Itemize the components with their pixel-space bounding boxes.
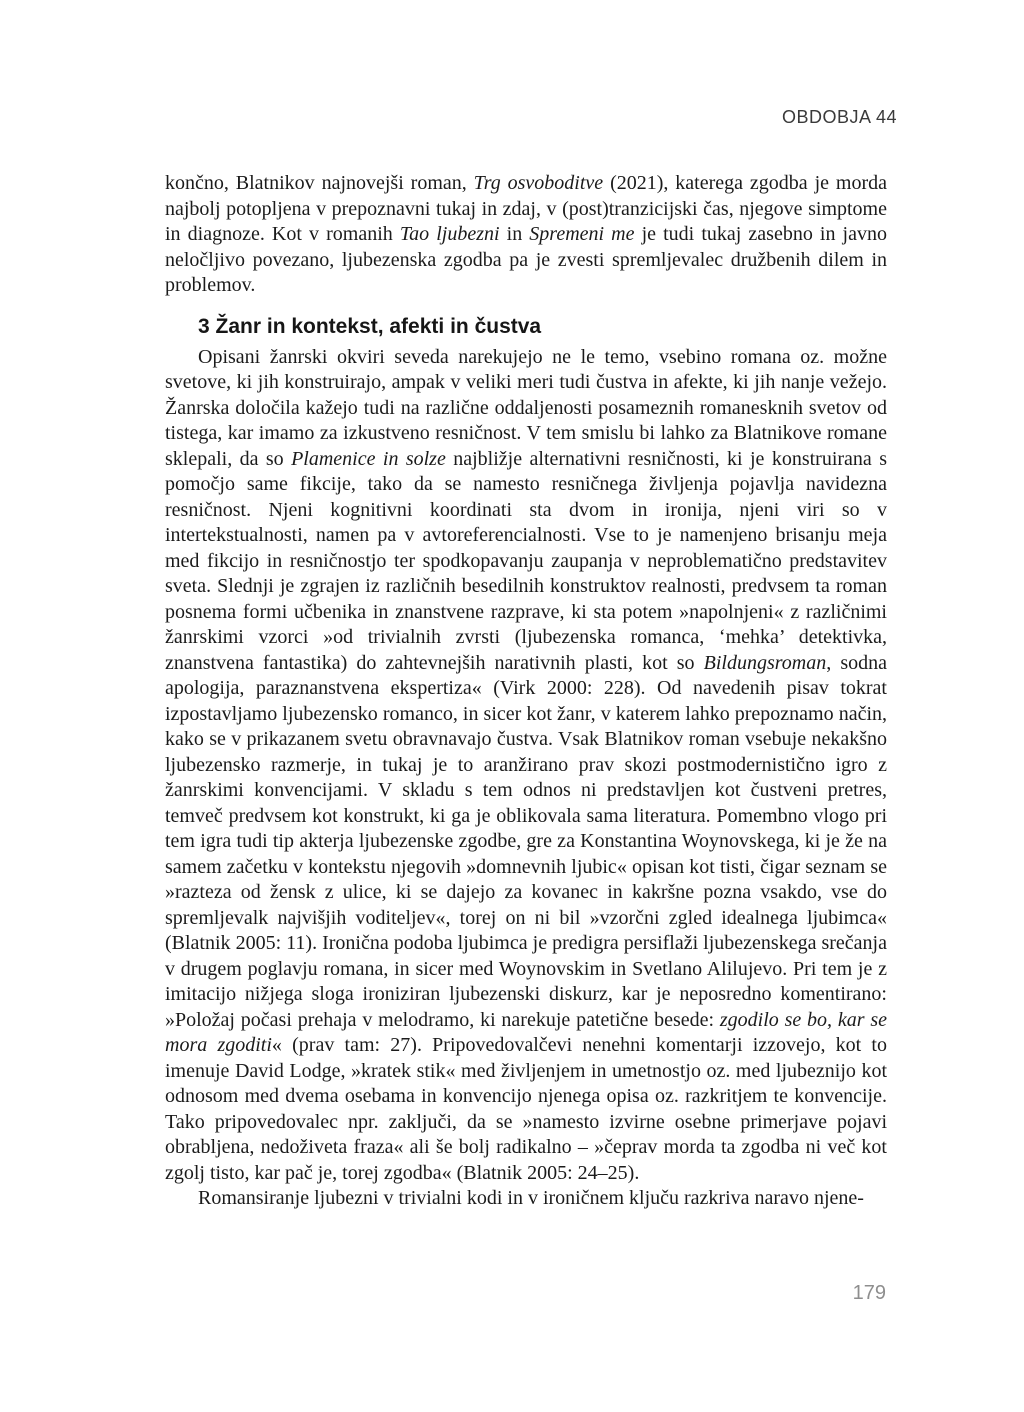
italic-run: Plamenice in solze bbox=[291, 447, 446, 470]
paragraph bbox=[165, 345, 887, 1187]
text-run: najbližje alternativni resničnosti, ki je konstruirana s pomočjo same fikcije, tako da se namesto resničnega življenja pojavlja navidezna resničnost. Njeni kognitivni koordinati sta dvom in ironija, njeni viri so v intertekstualnosti, namen pa v avtoreferencialnosti. Vse to je namenjeno brisanju meja med fikcijo in resničnostjo ter spodkopavanju zaupanja v neproblematično predstavitev sveta. Slednji je zgrajen iz različnih besedilnih konstruktov realnosti, predvsem ta roman posnema formi učbenika in znanstvene razprave, ki sta potem »napolnjeni« z različnimi žanrskimi vzorci »od trivialnih zvrsti (ljubezenska romanca, ‘mehka’ detektivka, znanstvena fantastika) do zahtevnejših narativnih plasti, kot so bbox=[165, 447, 887, 674]
text-run: Opisani žanrski okviri seveda narekujejo ne le temo, vsebino romana oz. možne svetove, ki jih konstruirajo, ampak v veliki meri tudi čustva in afekte, ki jih nanje vežejo. Žanrska določila kažejo tudi na različne oddaljenosti posameznih romanesknih svetov od tistega, kar imamo za izkustveno resničnost. V tem smislu bi lahko za Blatnikove romane sklepali, da so bbox=[165, 345, 887, 470]
text-run: in bbox=[499, 223, 530, 245]
page-number: 179 bbox=[852, 1282, 886, 1304]
text-run: (2021), katerega zgodba je morda najbolj potopljena v prepoznavni tukaj in zdaj, v (post)tranzicijski čas, njegove simptome in diagnoze. Kot v romanih bbox=[165, 172, 887, 245]
paragraph bbox=[165, 1186, 887, 1212]
paragraph bbox=[165, 171, 887, 299]
italic-run: Spremeni me bbox=[529, 223, 635, 245]
text-run: je tudi tukaj zasebno in javno neločljivo povezano, ljubezenska zgodba pa je zvesti spremljevalec družbenih dilem in problemov. bbox=[165, 223, 887, 296]
article-text-block bbox=[165, 171, 887, 1212]
text-run: « (prav tam: 27). Pripovedovalčevi nenehni komentarji izzovejo, kot to imenuje David Lodge, »kratek stik« med življenjem in umetnostjo oz. med ljubeznijo kot odnosom med dvema osebama in konvencijo njenega opisa oz. razkritjem te konvencije. Tako pripovedovalec npr. zaključi, da se »namesto izvirne osebne primerjave pojavi obrabljena, nedoživeta fraza« ali še bolj radikalno – »čeprav morda ta zgodba ni več kot zgolj tisto, kar pač je, torej zgodba« (Blatnik 2005: 24–25). bbox=[165, 1034, 887, 1184]
italic-run: Tao ljubezni bbox=[399, 223, 500, 245]
italic-run: Trg osvoboditve bbox=[473, 172, 604, 194]
text-run: končno, Blatnikov najnovejši roman, bbox=[165, 172, 474, 194]
section-heading: 3 Žanr in kontekst, afekti in čustva bbox=[198, 314, 542, 338]
italic-run: Bildungsroman bbox=[703, 651, 827, 674]
italic-run: zgodilo se bo, kar se mora zgoditi bbox=[165, 1008, 887, 1056]
running-head: OBDOBJA 44 bbox=[781, 107, 897, 127]
text-run: Romansiranje ljubezni v trivialni kodi in v ironičnem ključu razkriva naravo njene- bbox=[198, 1187, 864, 1209]
text-run: , sodna apologija, paraznanstvena ekspertiza« (Virk 2000: 228). Od navedenih pisav tokrat izpostavljamo ljubezensko romanco, in sicer kot žanr, v katerem lahko prepoznamo način, kako se v prikazanem svetu obravnavajo čustva. Vsak Blatnikov roman vsebuje nekakšno ljubezensko razmerje, in tukaj je to aranžirano prav skozi postmodernistično igro z žanrskimi konvencijami. V skladu s tem odnos ni predstavljen kot čustveni pretres, temveč predvsem kot konstrukt, ki ga je oblikovala sama literatura. Pomembno vlogo pri tem igra tudi tip akterja ljubezenske zgodbe, gre za Konstantina Woynovskega, ki je že na samem začetku v kontekstu njegovih »domnevnih ljubic« opisan kot tisti, čigar seznam se »razteza od žensk z ulice, ki se dajejo za kovanec in kakršne pozna vsakdo, vse do spremljevalk najvišjih voditeljev«, torej on ni bil »vzorčni zgled idealnega ljubimca« (Blatnik 2005: 11). Ironična podoba ljubimca je predigra persiflaži ljubezenskega srečanja v drugem poglavju romana, in sicer med Woynovskim in Svetlano Alilujevo. Pri tem je z imitacijo nižjega sloga ironiziran ljubezenski diskurz, kar je neposredno komentirano: »Položaj počasi prehaja v melodramo, ki narekuje patetične besede: bbox=[165, 651, 887, 1031]
